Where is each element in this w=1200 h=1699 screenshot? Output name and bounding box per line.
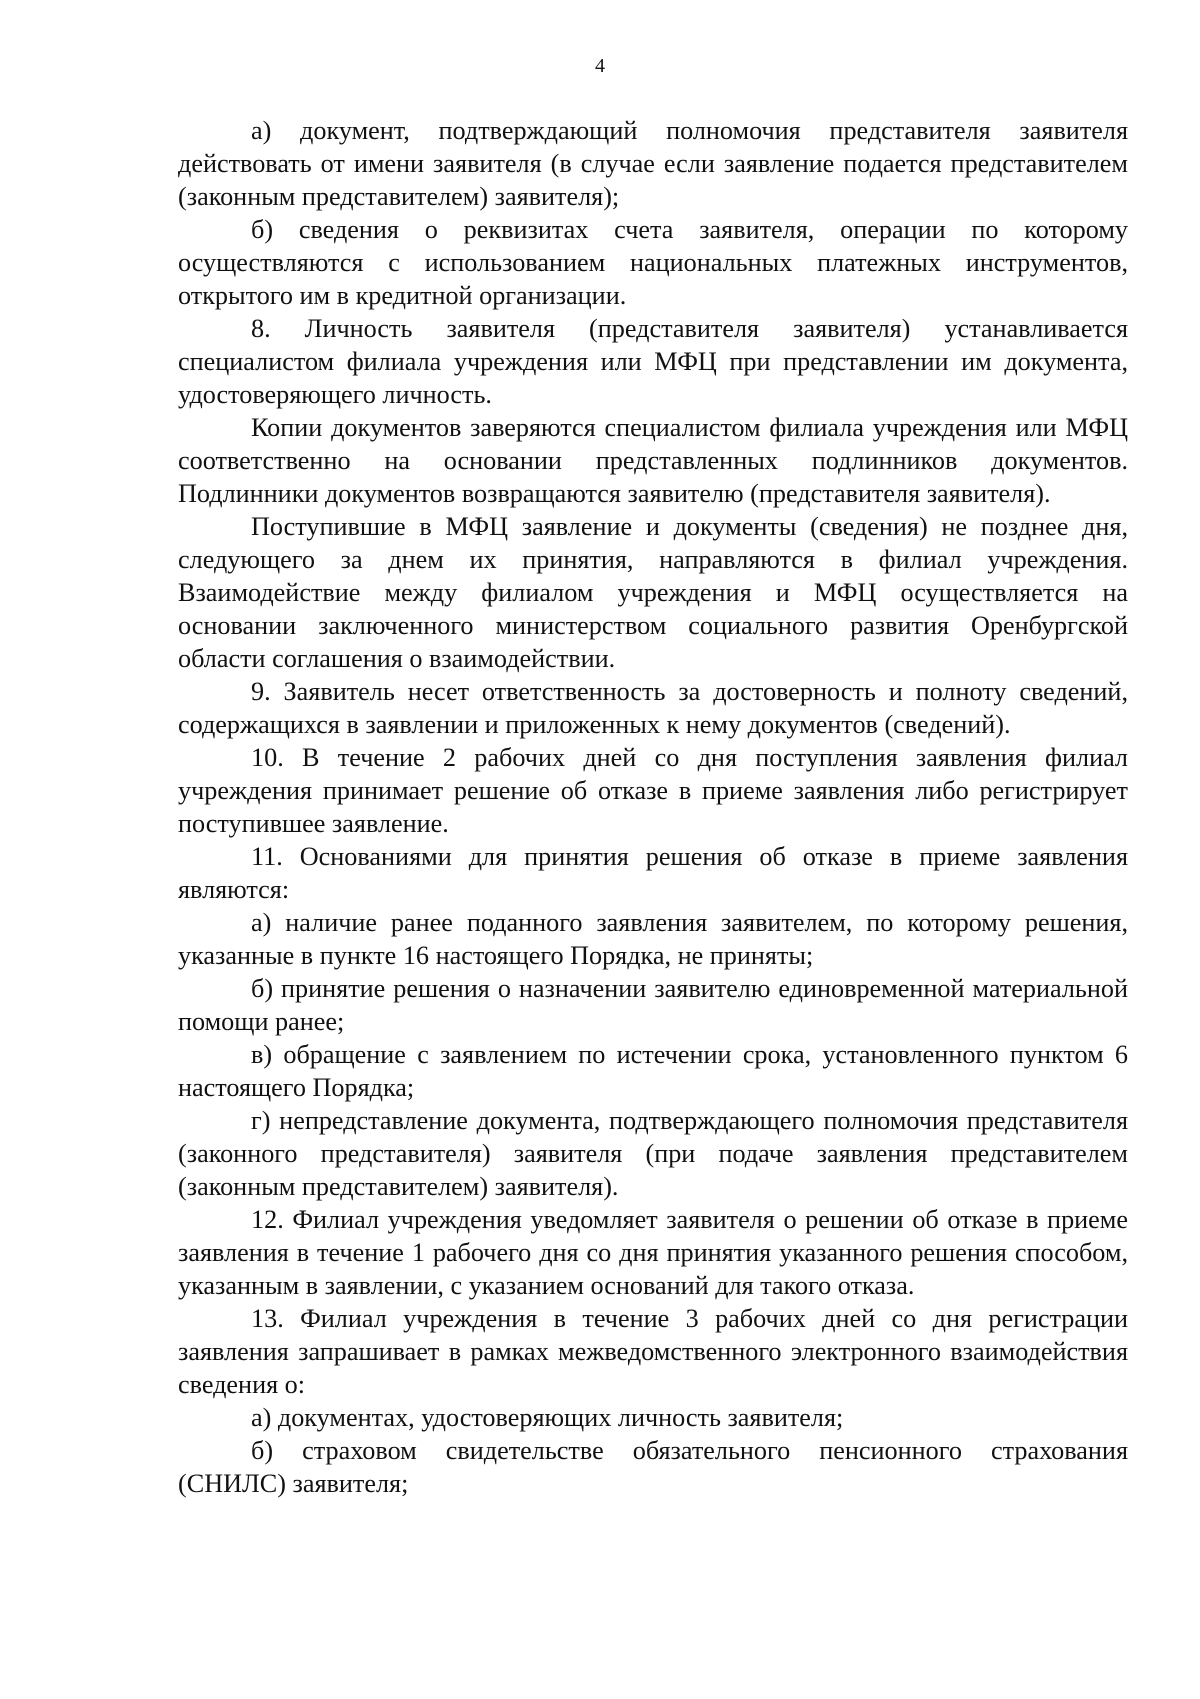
paragraph-8-mfc: Поступившие в МФЦ заявление и документы (сведения) не позднее дня, следующего за днем их принятия, направляются в филиал учреждения. Взаимодействие между филиалом учреждения и МФЦ осуществляется на основании заключенного министерством социального развития Оренбургской области соглашения о взаимодействии. — [178, 512, 1128, 673]
paragraph-13a: а) документах, удостоверяющих личность заявителя; — [251, 1403, 844, 1432]
paragraph-11: 11. Основаниями для принятия решения об отказе в приеме заявления являются: — [178, 842, 1128, 904]
paragraph-13: 13. Филиал учреждения в течение 3 рабочих дней со дня регистрации заявления запрашивает в рамках межведомственного электронного взаимодействия сведения о: — [178, 1304, 1128, 1399]
paragraph-11g: г) непредставление документа, подтверждающего полномочия представителя (законного представителя) заявителя (при подаче заявления представителем (законным представителем) заявителя). — [178, 1106, 1128, 1201]
paragraph-8: 8. Личность заявителя (представителя заявителя) устанавливается специалистом филиала учреждения или МФЦ при представлении им документа, удостоверяющего личность. — [178, 314, 1128, 409]
document-body — [178, 114, 1128, 1500]
paragraph-8-copies: Копии документов заверяются специалистом филиала учреждения или МФЦ соответственно на основании представленных подлинников документов. Подлинники документов возвращаются заявителю (представителя заявителя). — [178, 413, 1128, 508]
paragraph-7b: б) сведения о реквизитах счета заявителя, операции по которому осуществляются с использованием национальных платежных инструментов, открытого им в кредитной организации. — [178, 215, 1128, 310]
page-number: 4 — [595, 55, 605, 77]
paragraph-11v: в) обращение с заявлением по истечении срока, установленного пунктом 6 настоящего Порядка; — [178, 1040, 1128, 1102]
paragraph-11b: б) принятие решения о назначении заявителю единовременной материальной помощи ранее; — [178, 974, 1128, 1036]
paragraph-10: 10. В течение 2 рабочих дней со дня поступления заявления филиал учреждения принимает решение об отказе в приеме заявления либо регистрирует поступившее заявление. — [178, 743, 1128, 838]
paragraph-13b: б) страховом свидетельстве обязательного пенсионного страхования (СНИЛС) заявителя; — [178, 1436, 1128, 1498]
paragraph-12: 12. Филиал учреждения уведомляет заявителя о решении об отказе в приеме заявления в течение 1 рабочего дня со дня принятия указанного решения способом, указанным в заявлении, с указанием оснований для такого отказа. — [178, 1205, 1128, 1300]
paragraph-7a: а) документ, подтверждающий полномочия представителя заявителя действовать от имени заявителя (в случае если заявление подается представителем (законным представителем) заявителя); — [178, 116, 1128, 211]
paragraph-11a: а) наличие ранее поданного заявления заявителем, по которому решения, указанные в пункте 16 настоящего Порядка, не приняты; — [178, 908, 1128, 970]
paragraph-9: 9. Заявитель несет ответственность за достоверность и полноту сведений, содержащихся в заявлении и приложенных к нему документов (сведений). — [178, 677, 1128, 739]
